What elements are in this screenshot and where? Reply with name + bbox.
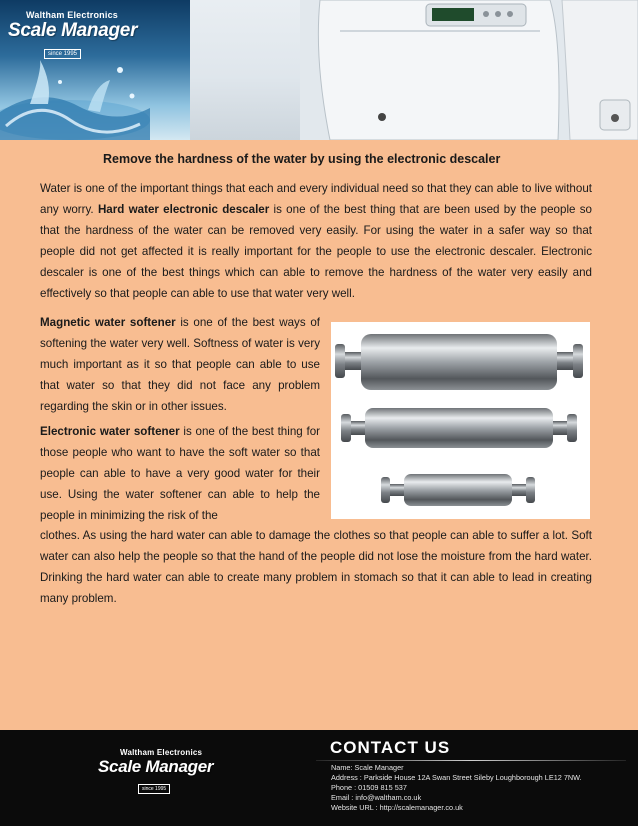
footer-logo-since: since 1995 — [138, 784, 170, 794]
electronic-softener-continued: clothes. As using the hard water can able to damage the clothes so that people can able to suffer a lot. Soft water can also help the people so that the hand of the people did not lose the moisture from the hard water. Drinking the hard water can able to create many problem in stomach so that it can able to lead in creating many problem. — [40, 529, 592, 605]
text-image-row — [40, 312, 592, 525]
small-softener-pipe — [381, 474, 535, 506]
article-heading: Remove the hardness of the water by using the electronic descaler — [103, 152, 501, 166]
contact-heading: CONTACT US — [330, 738, 451, 757]
large-softener-pipe — [335, 334, 583, 390]
softener-pipes-image — [331, 322, 590, 519]
header-logo — [8, 10, 138, 60]
footer-logo-brand: Waltham Electronics — [120, 748, 203, 757]
magnetic-softener-term: Magnetic water softener — [40, 316, 176, 329]
intro-paragraph — [40, 178, 592, 304]
water-splash-panel — [0, 0, 190, 140]
medium-softener-pipe — [341, 408, 577, 448]
softener-pipes-graphic — [331, 322, 590, 519]
electronic-softener-term: Electronic water softener — [40, 425, 180, 438]
magnetic-softener-paragraph — [40, 312, 320, 417]
logo-brand-text: Waltham Electronics — [26, 10, 118, 20]
intro-text-b: is one of the best thing that are been used by the people so that the hardness of the water can be removed very easily. For using the water in a safer way so that people did not get affected it is really important for the people to use the electronic descaler. Electronic descaler is one of the best things which can able to remove the hardness of the water very easily and effectively so that people can able to use that water very well. — [40, 203, 592, 300]
contact-phone: Phone : 01509 815 537 — [331, 783, 407, 792]
contact-name: Name: Scale Manager — [331, 763, 404, 772]
contact-email[interactable]: Email : info@waltham.co.uk — [331, 793, 422, 802]
intro-text-a: Water is one of the important things that each and every individual need so that they can able to live without any worry. — [40, 182, 592, 216]
contact-details — [331, 763, 582, 813]
side-text-column — [40, 312, 320, 530]
descaler-appliance-image — [300, 0, 638, 140]
contact-address: Address : Parkside House 12A Swan Street Sileby Loughborough LE12 7NW. — [331, 773, 582, 782]
electronic-softener-text: is one of the best thing for those people who want to have the soft water so that people can able to have a very good water for their use. Using the water softener can able to help the people in minimizing the risk of the — [40, 425, 320, 522]
footer-logo — [98, 748, 228, 795]
intro-bold-term: Hard water electronic descaler — [97, 203, 270, 216]
magnetic-softener-text: is one of the best ways of softening the water very well. Softness of water is very much important as it so that people can able to use that water so that they did not face any problem regarding the skin or in other issues. — [40, 316, 320, 413]
header-banner — [0, 0, 638, 140]
logo-since-text: since 1995 — [44, 49, 81, 59]
logo-name-text: Scale Manager — [8, 20, 138, 41]
contact-divider — [316, 760, 626, 761]
electronic-softener-paragraph — [40, 421, 320, 526]
footer-logo-name: Scale Manager — [98, 757, 214, 776]
article — [40, 151, 592, 609]
contact-website[interactable]: Website URL : http://scalemanager.co.uk — [331, 803, 463, 812]
